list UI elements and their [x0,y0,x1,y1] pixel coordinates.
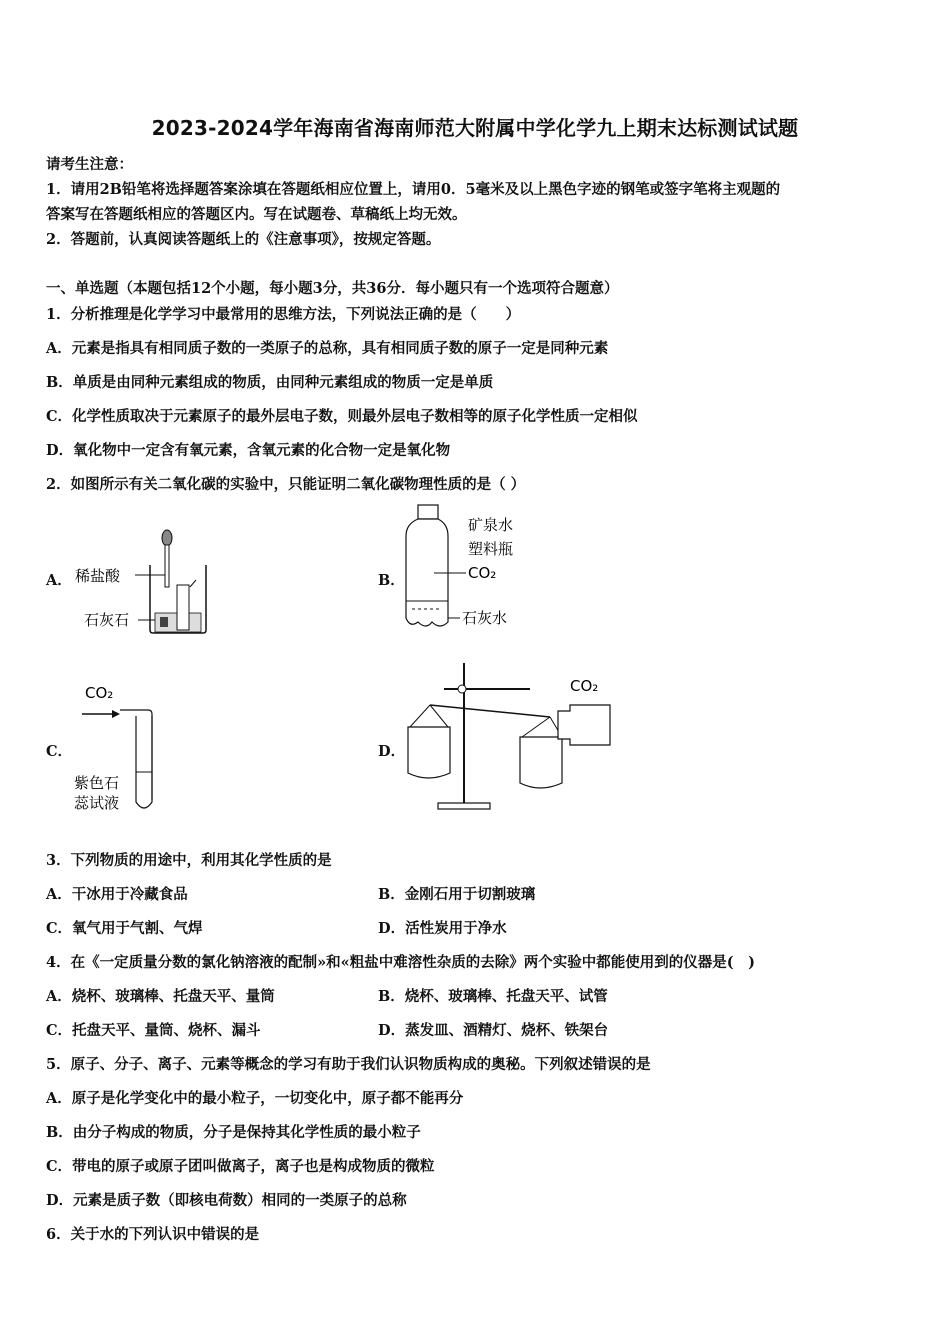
question-5-option-c: C．带电的原子或原子团叫做离子，离子也是构成物质的微粒 [46,1158,435,1175]
question-6-stem: 6．关于水的下列认识中错误的是 [46,1226,260,1243]
figure-a-dropper-bulb [162,530,172,546]
figure-d-string-right-1 [522,717,550,737]
figure-b-cap [418,505,438,519]
question-5-option-b: B．由分子构成的物质，分子是保持其化学性质的最小粒子 [46,1124,421,1141]
figure-c-label-litmus-2: 蕊试液 [74,794,120,812]
question-1-option-d: D．氧化物中一定含有氧元素，含氧元素的化合物一定是氧化物 [46,442,451,459]
figure-d-string-left-1 [410,705,430,727]
figure-a-test-tube [177,585,189,630]
question-3-stem: 3．下列物质的用途中，利用其化学性质的是 [46,852,332,869]
figure-d-gas-bottle [558,705,610,745]
figure-b-label-3: CO₂ [468,564,497,582]
figure-b-label-1: 矿泉水 [468,516,514,534]
figure-a-stone [160,617,168,627]
question-5-option-d: D．元素是质子数（即核电荷数）相同的一类原子的总称 [46,1192,407,1209]
figure-d-label-co2: CO₂ [570,677,599,695]
question-1-stem: 1．分析推理是化学学习中最常用的思维方法，下列说法正确的是（ ） [46,306,521,323]
figure-b-bottle [398,500,538,635]
figure-d-beaker-right [520,737,562,788]
question-1-option-c: C．化学性质取决于元素原子的最外层电子数，则最外层电子数相等的原子化学性质一定相似 [46,408,638,425]
exam-title: 2023-2024学年海南省海南师范大附属中学化学九上期末达标测试试题 [151,116,799,140]
figure-d-balance [400,655,620,815]
section-heading: 一、单选题（本题包括12个小题，每小题3分，共36分．每小题只有一个选项符合题意） [46,280,619,297]
figure-a-label-hcl: 稀盐酸 [75,567,121,585]
question-2-stem: 2．如图所示有关二氧化碳的实验中，只能证明二氧化碳物理性质的是（ ） [46,476,526,493]
figure-c-tube-body [136,716,152,808]
question-2-option-a: A． [46,572,72,589]
figure-c-test-tube [70,680,180,820]
figure-a-hcl-limestone [70,525,220,640]
notice-item-1: 1．请用2B铅笔将选择题答案涂填在答题纸相应位置上，请用0．5毫米及以上黑色字迹的钢笔或签字笔将主观题的 [46,181,781,198]
question-2-option-c: C． [46,743,73,760]
question-2-option-b: B． [378,572,405,589]
figure-b-label-2: 塑料瓶 [468,540,514,558]
question-4-stem: 4．在《一定质量分数的氯化钠溶液的配制»和«粗盐中难溶性杂质的去除》两个实验中都能使用到的仪器是( ) [46,954,755,971]
figure-d-beam [430,705,550,717]
figure-a-paper-strip [190,580,196,587]
question-4-option-c: C．托盘天平、量筒、烧杯、漏斗 [46,1022,261,1039]
question-5-stem: 5．原子、分子、离子、元素等概念的学习有助于我们认识物质构成的奥秘。下列叙述错误的是 [46,1056,651,1073]
figure-d-pivot [458,685,466,693]
figure-c-label-co2: CO₂ [85,684,114,702]
question-3-option-b: B．金刚石用于切割玻璃 [378,886,536,903]
question-2-option-d: D． [378,743,406,760]
figure-d-beaker-left [408,727,450,778]
question-5-option-a: A．原子是化学变化中的最小粒子，一切变化中，原子都不能再分 [46,1090,464,1107]
question-4-option-a: A．烧杯、玻璃棒、托盘天平、量筒 [46,988,275,1005]
figure-d-stand-base [438,803,490,809]
notice-heading: 请考生注意： [46,156,133,173]
figure-c-arrow-head [112,710,120,718]
figure-d-string-left-2 [430,705,448,727]
question-1-option-a: A．元素是指具有相同质子数的一类原子的总称，具有相同质子数的原子一定是同种元素 [46,340,609,357]
question-4-option-b: B．烧杯、玻璃棒、托盘天平、试管 [378,988,608,1005]
figure-a-label-limestone: 石灰石 [84,611,130,629]
figure-c-label-litmus-1: 紫色石 [74,774,120,792]
figure-a-dropper-tube [165,545,169,587]
question-1-option-b: B．单质是由同种元素组成的物质，由同种元素组成的物质一定是单质 [46,374,494,391]
notice-item-1-cont: 答案写在答题纸相应的答题区内。写在试题卷、草稿纸上均无效。 [46,206,467,223]
question-3-option-c: C．氧气用于气割、气焊 [46,920,203,937]
question-3-option-d: D．活性炭用于净水 [378,920,507,937]
question-3-option-a: A．干冰用于冷藏食品 [46,886,188,903]
notice-item-2: 2．答题前，认真阅读答题纸上的《注意事项》，按规定答题。 [46,231,441,248]
figure-b-label-4: 石灰水 [462,609,508,627]
question-4-option-d: D．蒸发皿、酒精灯、烧杯、铁架台 [378,1022,609,1039]
